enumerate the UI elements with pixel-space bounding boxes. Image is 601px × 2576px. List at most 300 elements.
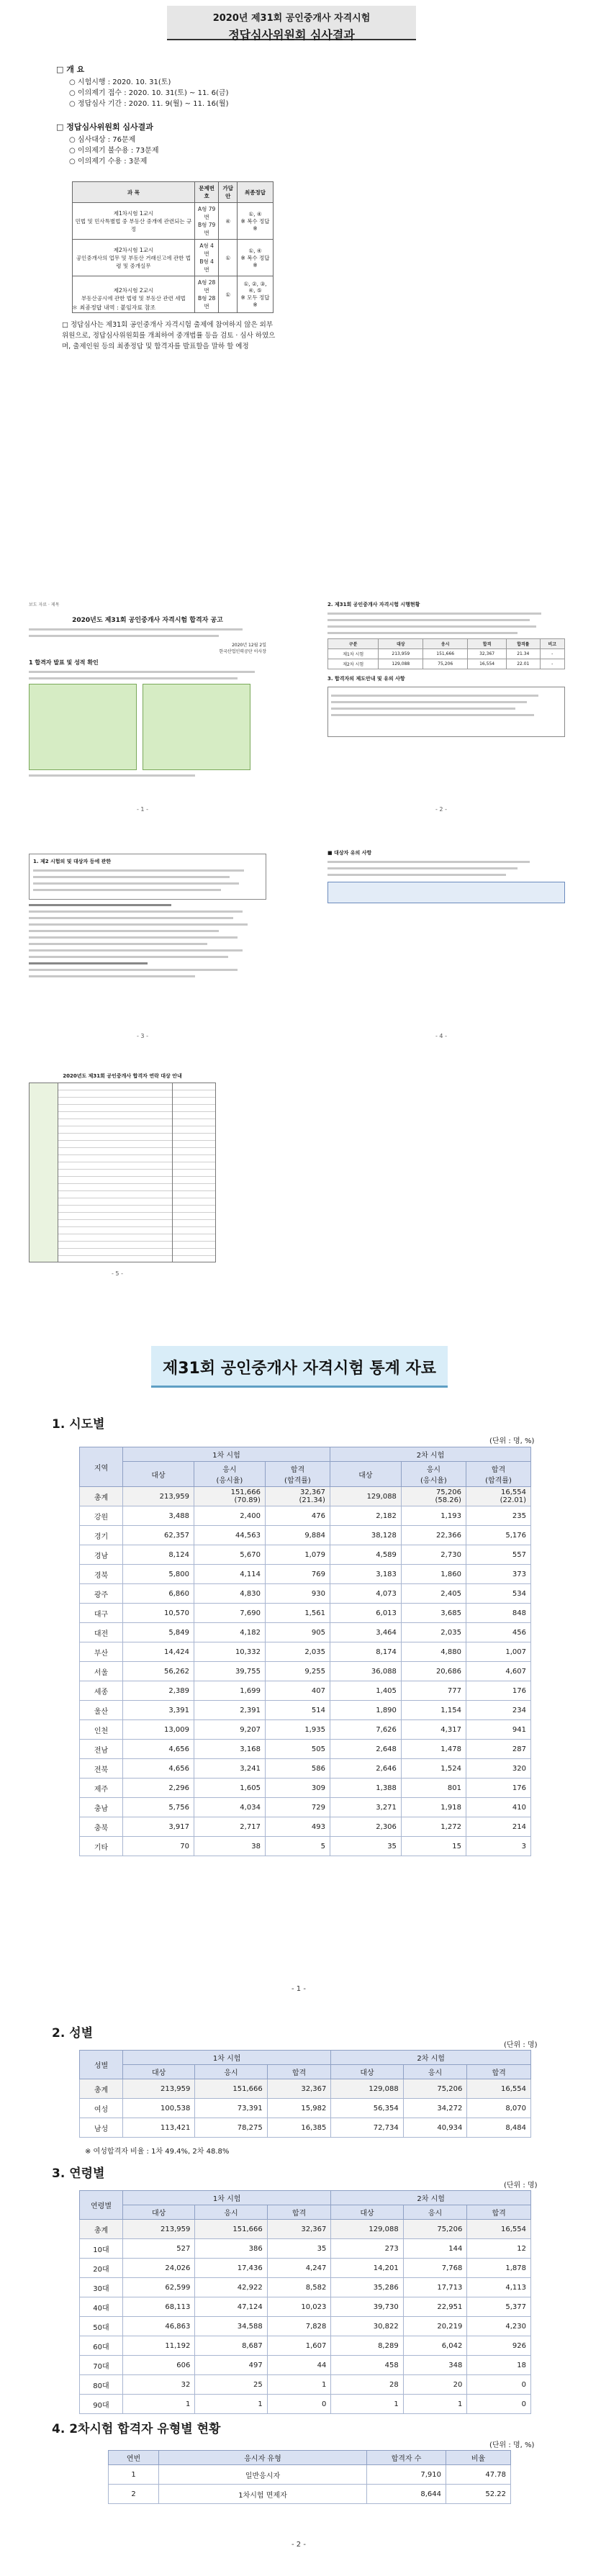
table-row	[80, 2099, 531, 2118]
table-row	[80, 1584, 531, 1604]
table-cell: 30대	[80, 2278, 123, 2297]
table-cell: 대전	[80, 1623, 123, 1642]
table-row	[80, 2297, 531, 2317]
table-cell: 8,124	[123, 1545, 194, 1565]
p4-heading: ■ 대상자 유의 사항	[327, 850, 372, 856]
table-cell: 32,367	[267, 2220, 331, 2239]
sub-head: 합격	[267, 2205, 331, 2220]
table-cell: 1,193	[401, 1506, 466, 1526]
table-row	[80, 1837, 531, 1856]
gender-table	[79, 2050, 531, 2138]
screening-table	[72, 181, 274, 313]
table-row	[80, 2118, 531, 2138]
result-banner	[167, 6, 416, 40]
p2-td: 75,206	[423, 659, 468, 669]
p1-org: 한국산업인력공단 이사장	[219, 649, 266, 654]
table-cell: 1	[195, 2395, 267, 2414]
table-cell: 3,391	[123, 1701, 194, 1720]
table-cell: 78,275	[195, 2118, 267, 2138]
table-cell: 50대	[80, 2317, 123, 2336]
age-section-title: 3. 연령별	[52, 2166, 105, 2181]
sub-head: 합격 (합격률)	[265, 1462, 330, 1487]
table-cell: 7,910	[367, 2465, 446, 2485]
thumbnail-page-5	[29, 1072, 216, 1281]
table-cell: 1,878	[467, 2259, 531, 2278]
p2-td: 16,554	[468, 659, 507, 669]
table-cell: 75,206	[403, 2079, 467, 2099]
table-row	[109, 2485, 511, 2504]
table-cell: 24,026	[123, 2259, 195, 2278]
table-cell: 62,599	[123, 2278, 195, 2297]
table-row	[80, 1662, 531, 1681]
table-cell: 7,626	[330, 1720, 401, 1740]
table-cell: 남성	[80, 2118, 123, 2138]
table-row	[80, 2317, 531, 2336]
type-unit: (단위 : 명, %)	[489, 2441, 535, 2449]
table-cell: 16,554	[467, 2220, 531, 2239]
sub-head: 응시 (응시율)	[194, 1462, 265, 1487]
p1-flow-green-2	[143, 684, 250, 770]
table-row	[80, 2278, 531, 2297]
type-table	[108, 2450, 511, 2504]
p2-heading: 2. 제31회 공인중개사 자격시험 시행현황	[327, 602, 420, 607]
table-cell: 총계	[80, 2220, 123, 2239]
table-row	[80, 2375, 531, 2395]
table-row	[73, 203, 274, 240]
table-cell: 5	[265, 1837, 330, 1856]
table-cell: 0	[267, 2395, 331, 2414]
table-cell: 서울	[80, 1662, 123, 1681]
table-cell: 35	[267, 2239, 331, 2259]
table-cell: 386	[195, 2239, 267, 2259]
p1-flow-green	[29, 684, 137, 770]
table-cell: 47,124	[195, 2297, 267, 2317]
table-cell: 5,377	[467, 2297, 531, 2317]
thumbnail-page-4	[327, 849, 565, 1044]
gender-section-title: 2. 성별	[52, 2026, 94, 2041]
table-cell: 전남	[80, 1740, 123, 1759]
sub-head: 대상	[123, 2205, 195, 2220]
table-row	[80, 2239, 531, 2259]
table-cell: 497	[195, 2356, 267, 2375]
second-exam-head: 2차 시험	[331, 2051, 531, 2065]
table-cell: 348	[403, 2356, 467, 2375]
table-cell: 5,670	[194, 1545, 265, 1565]
table-cell: 4,113	[467, 2278, 531, 2297]
table-cell: 5,800	[123, 1565, 194, 1584]
table-cell: 경기	[80, 1526, 123, 1545]
table-cell: 34,272	[403, 2099, 467, 2118]
table-cell: 4,230	[467, 2317, 531, 2336]
age-unit: (단위 : 명)	[504, 2182, 538, 2189]
table-cell: 2,182	[330, 1506, 401, 1526]
table-cell: 410	[466, 1798, 530, 1817]
table-cell: 1	[109, 2465, 159, 2485]
table-cell: 1	[267, 2375, 331, 2395]
table-row	[80, 1526, 531, 1545]
table-cell: 7,828	[267, 2317, 331, 2336]
table-cell: 56,262	[123, 1662, 194, 1681]
table-cell: 5,756	[123, 1798, 194, 1817]
type-section-title: 4. 2차시험 합격자 유형별 현황	[52, 2422, 221, 2436]
p4-page-number: - 4 -	[435, 1033, 447, 1039]
table-cell: 4,656	[123, 1740, 194, 1759]
region-table	[79, 1447, 531, 1856]
table-cell: 527	[123, 2239, 195, 2259]
table-cell: 여성	[80, 2099, 123, 2118]
table-cell: 4,034	[194, 1798, 265, 1817]
table-cell: 3,168	[194, 1740, 265, 1759]
p2-row	[328, 649, 565, 659]
gender-footnote: ※ 여성합격자 비율 : 1차 49.4%, 2차 48.8%	[85, 2148, 230, 2156]
table-cell: 90대	[80, 2395, 123, 2414]
table-cell: 287	[466, 1740, 530, 1759]
table-cell: 39,755	[194, 1662, 265, 1681]
first-exam-head: 1차 시험	[123, 1447, 330, 1462]
age-col-head: 연령별	[80, 2191, 123, 2220]
table-cell: 729	[265, 1798, 330, 1817]
table-row	[80, 1681, 531, 1701]
attachment-thumbnails	[0, 576, 601, 1296]
p2-td: 213,959	[379, 649, 423, 659]
table-cell: 60대	[80, 2336, 123, 2356]
table-row	[80, 1740, 531, 1759]
table-cell: 35	[330, 1837, 401, 1856]
table-cell: 586	[265, 1759, 330, 1779]
table-cell: 12	[467, 2239, 531, 2259]
table-cell: 4,656	[123, 1759, 194, 1779]
p1-title: 2020년도 제31회 공인중개사 자격시험 합격자 공고	[72, 617, 223, 624]
p2-th: 응시	[423, 639, 468, 649]
table-cell: 32,367 (21.34)	[265, 1487, 330, 1506]
p4-highlight-box	[327, 882, 565, 903]
table-row	[80, 1798, 531, 1817]
table-cell: 1,607	[267, 2336, 331, 2356]
table-cell: 769	[265, 1565, 330, 1584]
table-row	[80, 2336, 531, 2356]
table-cell: 4,589	[330, 1545, 401, 1565]
table-row	[80, 2356, 531, 2375]
statistics-title-box	[151, 1346, 448, 1388]
cell-final: ①, ④ ※ 복수 정답 ※	[238, 203, 274, 240]
table-cell: 3,183	[330, 1565, 401, 1584]
table-cell: 10,570	[123, 1604, 194, 1623]
table-cell: 2,391	[194, 1701, 265, 1720]
result-item: ○ 심사대상 : 76문제	[69, 136, 136, 144]
table-cell: 151,666	[195, 2079, 267, 2099]
table-cell: 73,391	[195, 2099, 267, 2118]
table-cell: 52.22	[446, 2485, 511, 2504]
banner-line-2: 정답심사위원회 심사결과	[228, 28, 355, 42]
table-cell: 2,400	[194, 1506, 265, 1526]
col-number: 문제번호	[194, 182, 219, 203]
table-cell: 20,686	[401, 1662, 466, 1681]
table-cell: 493	[265, 1817, 330, 1837]
p2-td: -	[540, 659, 564, 669]
table-row	[80, 1759, 531, 1779]
table-cell: 75,206	[403, 2220, 467, 2239]
table-cell: 22,366	[401, 1526, 466, 1545]
table-cell: 3,241	[194, 1759, 265, 1779]
sub-head: 대상	[123, 1462, 194, 1487]
table-cell: 38,128	[330, 1526, 401, 1545]
table-cell: 6,013	[330, 1604, 401, 1623]
cell-subject: 제1차시험 1교시 민법 및 민사특별법 중 부동산 중개에 관련되는 규정	[73, 203, 195, 240]
p1-header: 보도 자료 · 제목	[29, 602, 60, 607]
p2-th: 비고	[540, 639, 564, 649]
p5-title: 2020년도 제31회 공인중개사 합격자 연락 대상 안내	[63, 1073, 182, 1079]
p2-td: 제2차 시험	[328, 659, 379, 669]
table-cell: 1,699	[194, 1681, 265, 1701]
table-cell: 30,822	[331, 2317, 403, 2336]
table-row	[80, 1506, 531, 1526]
table-cell: 151,666 (70.89)	[194, 1487, 265, 1506]
table-cell: 214	[466, 1817, 530, 1837]
cell-number: A형 4번 B형 4번	[194, 240, 219, 276]
table-cell: 234	[466, 1701, 530, 1720]
table-cell: 부산	[80, 1642, 123, 1662]
table-cell: 세종	[80, 1681, 123, 1701]
p2-td: 21.34	[507, 649, 540, 659]
table-cell: 6,042	[403, 2336, 467, 2356]
cell-tentative: ①	[219, 276, 238, 313]
table-cell: 일반응시자	[159, 2465, 367, 2485]
table-row	[80, 2395, 531, 2414]
table-cell: 5,849	[123, 1623, 194, 1642]
table-cell: 1,890	[330, 1701, 401, 1720]
table-cell: 70	[123, 1837, 194, 1856]
table-cell: 309	[265, 1779, 330, 1798]
col-tentative: 가답안	[219, 182, 238, 203]
table-cell: 8,687	[195, 2336, 267, 2356]
cell-tentative: ④	[219, 203, 238, 240]
table-cell: 213,959	[123, 2220, 195, 2239]
table-cell: 15	[401, 1837, 466, 1856]
result-item: ○ 이의제기 수용 : 3문제	[69, 158, 148, 166]
table-cell: 28	[331, 2375, 403, 2395]
table-cell: 557	[466, 1545, 530, 1565]
table-cell: 8,174	[330, 1642, 401, 1662]
table-cell: 14,201	[331, 2259, 403, 2278]
table-cell: 7,690	[194, 1604, 265, 1623]
sub-head: 합격	[267, 2065, 331, 2079]
table-cell: 514	[265, 1701, 330, 1720]
table-cell: 9,207	[194, 1720, 265, 1740]
table-cell: 2,296	[123, 1779, 194, 1798]
table-cell: 144	[403, 2239, 467, 2259]
table-row	[80, 1623, 531, 1642]
table-cell: 전북	[80, 1759, 123, 1779]
table-cell: 울산	[80, 1701, 123, 1720]
table-cell: 1,524	[401, 1759, 466, 1779]
table-cell: 1,154	[401, 1701, 466, 1720]
table-cell: 926	[467, 2336, 531, 2356]
table-row	[73, 240, 274, 276]
sub-head: 대상	[123, 2065, 195, 2079]
table-cell: 44,563	[194, 1526, 265, 1545]
table-cell: 16,385	[267, 2118, 331, 2138]
table-cell: 129,088	[331, 2220, 403, 2239]
table-cell: 407	[265, 1681, 330, 1701]
result-heading: □ 정답심사위원회 심사결과	[56, 122, 153, 132]
table-cell: 15,982	[267, 2099, 331, 2118]
table-cell: 4,073	[330, 1584, 401, 1604]
table-cell: 213,959	[123, 2079, 195, 2099]
table-cell: 100,538	[123, 2099, 195, 2118]
gender-unit: (단위 : 명)	[504, 2041, 538, 2049]
p2-page-number: - 2 -	[435, 806, 447, 813]
overview-heading: □ 개 요	[56, 65, 85, 74]
table-cell: 42,922	[195, 2278, 267, 2297]
table-row	[80, 1565, 531, 1584]
sub-head: 응시	[195, 2205, 267, 2220]
table-row	[80, 1487, 531, 1506]
table-cell: 경남	[80, 1545, 123, 1565]
cell-number: A형 79번 B형 79번	[194, 203, 219, 240]
sub-head: 대상	[330, 1462, 401, 1487]
table-cell: 8,582	[267, 2278, 331, 2297]
first-exam-head: 1차 시험	[123, 2051, 331, 2065]
table-cell: 129,088	[331, 2079, 403, 2099]
table-cell: 3	[466, 1837, 530, 1856]
table-cell: 16,554	[467, 2079, 531, 2099]
p1-section: 1 합격자 발표 및 성적 확인	[29, 659, 99, 666]
final-answer-note: ＊ 최종정답 내역 : 붙임자료 참조	[72, 304, 156, 311]
table-cell: 75,206 (58.26)	[401, 1487, 466, 1506]
table-cell: 273	[331, 2239, 403, 2259]
p5-page-number: - 5 -	[112, 1270, 123, 1277]
table-cell: 151,666	[195, 2220, 267, 2239]
thumbnail-page-1	[29, 601, 266, 817]
col-final: 최종정답	[238, 182, 274, 203]
table-cell: 1,860	[401, 1565, 466, 1584]
table-cell: 3,685	[401, 1604, 466, 1623]
table-cell: 0	[467, 2375, 531, 2395]
sub-head: 응시	[403, 2065, 467, 2079]
table-cell: 1	[331, 2395, 403, 2414]
table-cell: 1차시험 면제자	[159, 2485, 367, 2504]
type-col: 응시자 유형	[159, 2451, 367, 2465]
table-cell: 1	[123, 2395, 195, 2414]
table-cell: 4,607	[466, 1662, 530, 1681]
table-row	[80, 1817, 531, 1837]
table-cell: 46,863	[123, 2317, 195, 2336]
table-cell: 1,405	[330, 1681, 401, 1701]
table-cell: 70대	[80, 2356, 123, 2375]
table-row	[80, 1701, 531, 1720]
overview-item: ○ 이의제기 접수 : 2020. 10. 31(토) ~ 11. 6(금)	[69, 89, 229, 97]
table-cell: 경북	[80, 1565, 123, 1584]
table-cell: 10,023	[267, 2297, 331, 2317]
table-cell: 총계	[80, 1487, 123, 1506]
sub-head: 합격 (합격률)	[466, 1462, 530, 1487]
table-cell: 20	[403, 2375, 467, 2395]
table-cell: 1,272	[401, 1817, 466, 1837]
sub-head: 응시	[195, 2065, 267, 2079]
statistics-title: 제31회 공인중개사 자격시험 통계 자료	[162, 1360, 437, 1378]
table-cell: 4,114	[194, 1565, 265, 1584]
p2-th: 합격	[468, 639, 507, 649]
table-cell: 2,646	[330, 1759, 401, 1779]
table-cell: 129,088	[330, 1487, 401, 1506]
p2-th: 대상	[379, 639, 423, 649]
p2-notice-box	[327, 687, 565, 737]
first-exam-head: 1차 시험	[123, 2191, 331, 2205]
table-cell: 456	[466, 1623, 530, 1642]
type-col: 합격자 수	[367, 2451, 446, 2465]
table-cell: 대구	[80, 1604, 123, 1623]
table-cell: 68,113	[123, 2297, 195, 2317]
region-section-title: 1. 시도별	[52, 1417, 105, 1432]
table-cell: 13,009	[123, 1720, 194, 1740]
table-cell: 총계	[80, 2079, 123, 2099]
p2-th: 구분	[328, 639, 379, 649]
p2-th: 합격률	[507, 639, 540, 649]
p2-section: 3. 합격자의 제도안내 및 유의 사항	[327, 676, 405, 682]
table-cell: 36,088	[330, 1662, 401, 1681]
table-cell: 9,884	[265, 1526, 330, 1545]
sub-head: 응시	[403, 2205, 467, 2220]
table-cell: 1,605	[194, 1779, 265, 1798]
stats-page-1-number: - 1 -	[292, 1985, 306, 1993]
table-cell: 4,182	[194, 1623, 265, 1642]
table-cell: 235	[466, 1506, 530, 1526]
sub-head: 대상	[331, 2065, 403, 2079]
table-cell: 505	[265, 1740, 330, 1759]
table-cell: 941	[466, 1720, 530, 1740]
table-cell: 제주	[80, 1779, 123, 1798]
p2-td: 22.01	[507, 659, 540, 669]
overview-item: ○ 시험시행 : 2020. 10. 31(토)	[69, 78, 171, 86]
table-cell: 113,421	[123, 2118, 195, 2138]
table-cell: 22,951	[403, 2297, 467, 2317]
table-cell: 2,035	[265, 1642, 330, 1662]
table-cell: 606	[123, 2356, 195, 2375]
p2-mini-table	[327, 638, 565, 669]
table-cell: 9,255	[265, 1662, 330, 1681]
table-cell: 14,424	[123, 1642, 194, 1662]
table-cell: 인천	[80, 1720, 123, 1740]
table-cell: 476	[265, 1506, 330, 1526]
table-cell: 기타	[80, 1837, 123, 1856]
table-cell: 32	[123, 2375, 195, 2395]
table-cell: 8,484	[467, 2118, 531, 2138]
table-cell: 72,734	[331, 2118, 403, 2138]
table-cell: 905	[265, 1623, 330, 1642]
table-cell: 3,464	[330, 1623, 401, 1642]
table-cell: 458	[331, 2356, 403, 2375]
table-cell: 1,478	[401, 1740, 466, 1759]
table-cell: 6,860	[123, 1584, 194, 1604]
second-exam-head: 2차 시험	[331, 2191, 531, 2205]
table-cell: 2,648	[330, 1740, 401, 1759]
table-cell: 777	[401, 1681, 466, 1701]
table-cell: 광주	[80, 1584, 123, 1604]
table-cell: 16,554 (22.01)	[466, 1487, 530, 1506]
p3-box	[29, 854, 266, 900]
table-cell: 20,219	[403, 2317, 467, 2336]
table-cell: 11,192	[123, 2336, 195, 2356]
table-cell: 44	[267, 2356, 331, 2375]
table-cell: 1,007	[466, 1642, 530, 1662]
region-unit: (단위 : 명, %)	[489, 1437, 535, 1445]
table-cell: 40,934	[403, 2118, 467, 2138]
table-cell: 39,730	[331, 2297, 403, 2317]
table-cell: 1	[403, 2395, 467, 2414]
table-cell: 35,286	[331, 2278, 403, 2297]
sub-head: 대상	[331, 2205, 403, 2220]
table-cell: 2,405	[401, 1584, 466, 1604]
